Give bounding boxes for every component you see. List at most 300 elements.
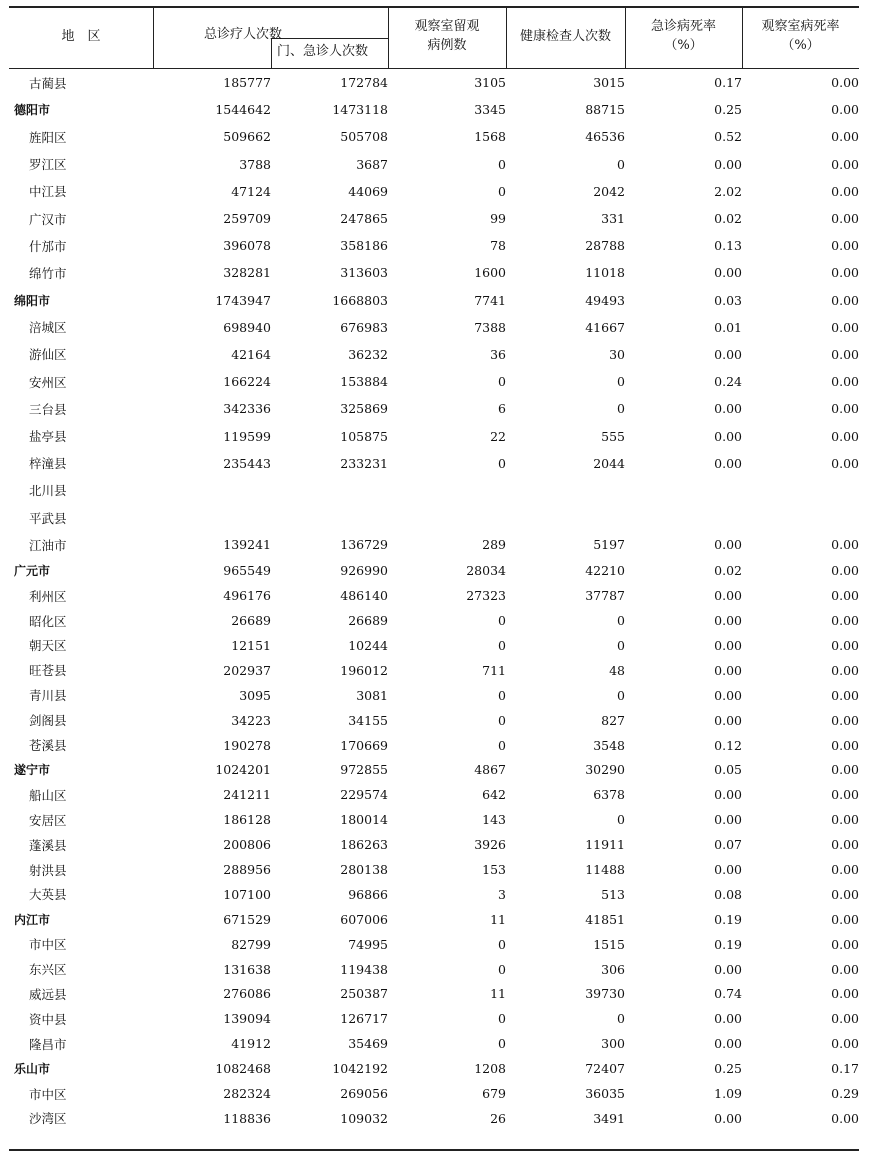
emergency-mortality-cell: 0.19 [714,936,742,952]
observation-cases-cell: 22 [490,428,506,444]
health-checkups-cell: 72407 [585,1061,625,1077]
observation-mortality-cell: 0.00 [831,292,859,308]
emergency-mortality-cell: 0.00 [714,1110,742,1126]
emergency-mortality-cell: 1.09 [714,1086,742,1102]
total-visits-cell: 139094 [223,1011,271,1027]
health-checkups-cell: 0 [617,687,625,703]
health-checkups-cell: 30 [609,346,625,362]
outpatient-emergency-cell: 180014 [340,812,388,828]
observation-cases-cell: 0 [498,156,506,172]
observation-mortality-cell: 0.00 [831,886,859,902]
observation-cases-cell: 4867 [474,762,506,778]
total-visits-cell: 698940 [223,319,271,335]
total-visits-cell: 1544642 [215,102,271,118]
observation-cases-cell: 0 [498,936,506,952]
region-name-cell: 东兴区 [29,962,67,978]
outpatient-emergency-cell: 247865 [340,211,388,227]
total-visits-cell: 496176 [223,588,271,604]
health-checkups-cell: 6378 [593,787,625,803]
total-visits-cell: 118836 [223,1110,271,1126]
region-name-cell: 朝天区 [29,638,67,654]
emergency-mortality-cell: 0.00 [714,712,742,728]
observation-mortality-cell: 0.00 [831,211,859,227]
emergency-mortality-cell: 0.01 [714,319,742,335]
emergency-mortality-cell: 0.24 [714,374,742,390]
outpatient-emergency-cell: 358186 [340,238,388,254]
table-row [9,504,859,531]
observation-cases-cell: 3 [498,886,506,902]
total-visits-cell: 139241 [223,537,271,553]
emergency-mortality-cell: 0.00 [714,156,742,172]
emergency-mortality-cell: 0.07 [714,837,742,853]
observation-cases-cell: 0 [498,961,506,977]
table-row [9,1031,859,1056]
observation-mortality-cell: 0.00 [831,687,859,703]
table-row [9,259,859,286]
observation-mortality-cell: 0.00 [831,613,859,629]
region-name-cell: 市中区 [29,1086,67,1102]
emergency-mortality-cell [625,477,742,504]
observation-cases-cell: 1568 [474,129,506,145]
observation-mortality-cell: 0.00 [831,1110,859,1126]
health-checkups-cell: 3015 [593,75,625,91]
total-visits-cell: 131638 [223,961,271,977]
city-row [9,287,859,314]
region-name-cell: 广汉市 [29,211,67,227]
total-visits-cell: 1082468 [215,1061,271,1077]
observation-mortality-cell: 0.17 [831,1061,859,1077]
outpatient-emergency-cell: 1042192 [332,1061,388,1077]
table-row [9,232,859,259]
total-visits-cell: 107100 [223,886,271,902]
health-checkups-cell: 36035 [585,1086,625,1102]
outpatient-emergency-cell: 313603 [340,265,388,281]
health-checkups-cell [506,477,625,504]
table-row [9,341,859,368]
region-name-cell: 资中县 [29,1011,67,1027]
table-row [9,205,859,232]
outpatient-emergency-cell: 229574 [340,787,388,803]
observation-mortality-cell: 0.00 [831,129,859,145]
total-visits-cell: 671529 [223,911,271,927]
total-visits-cell: 1024201 [215,762,271,778]
observation-mortality-cell: 0.00 [831,737,859,753]
region-name-cell: 威远县 [29,986,67,1002]
outpatient-emergency-cell: 325869 [340,401,388,417]
outpatient-emergency-cell: 926990 [340,563,388,579]
region-name-cell: 涪城区 [29,320,67,336]
outpatient-emergency-cell [271,504,388,531]
outpatient-emergency-cell: 505708 [340,129,388,145]
health-checkups-cell: 3491 [593,1110,625,1126]
table-row [9,1006,859,1031]
observation-mortality-cell: 0.00 [831,986,859,1002]
header-emergency-mortality-line1: 急诊病死率 [650,19,716,34]
observation-mortality-cell: 0.00 [831,712,859,728]
observation-cases-cell: 711 [482,662,506,678]
outpatient-emergency-cell: 186263 [340,837,388,853]
emergency-mortality-cell: 0.25 [714,1061,742,1077]
outpatient-emergency-cell: 44069 [348,183,388,199]
region-name-cell: 德阳市 [14,103,51,118]
observation-cases-cell: 0 [498,687,506,703]
observation-mortality-cell: 0.00 [831,936,859,952]
health-checkups-cell: 0 [617,156,625,172]
region-name-cell: 平武县 [29,510,67,526]
region-name-cell: 青川县 [29,688,67,704]
emergency-mortality-cell: 0.00 [714,537,742,553]
emergency-mortality-cell: 0.00 [714,346,742,362]
health-checkups-cell: 88715 [585,102,625,118]
observation-cases-cell: 679 [482,1086,506,1102]
outpatient-emergency-cell: 36232 [348,346,388,362]
emergency-mortality-cell: 0.00 [714,812,742,828]
outpatient-emergency-cell: 34155 [348,712,388,728]
observation-cases-cell: 1600 [474,265,506,281]
table-row [9,608,859,633]
city-row [9,907,859,932]
table-row [9,69,859,96]
observation-cases-cell: 11 [490,986,506,1002]
emergency-mortality-cell: 0.00 [714,787,742,803]
total-visits-cell: 3095 [239,687,271,703]
outpatient-emergency-cell: 10244 [348,637,388,653]
emergency-mortality-cell: 0.19 [714,911,742,927]
region-name-cell: 隆昌市 [29,1036,67,1052]
total-visits-cell: 47124 [231,183,271,199]
table-row [9,395,859,422]
outpatient-emergency-cell: 676983 [340,319,388,335]
observation-cases-cell: 36 [490,346,506,362]
observation-cases-cell: 7388 [474,319,506,335]
outpatient-emergency-cell: 3081 [356,687,388,703]
emergency-mortality-cell: 0.05 [714,762,742,778]
observation-cases-cell: 153 [482,862,506,877]
outpatient-emergency-cell: 280138 [340,862,388,877]
region-name-cell: 罗江区 [29,157,67,173]
observation-cases-cell: 28034 [466,563,506,579]
outpatient-emergency-cell: 105875 [340,428,388,444]
total-visits-cell: 1743947 [215,292,271,308]
table-row [9,531,859,558]
observation-mortality-cell: 0.00 [831,238,859,254]
observation-mortality-cell: 0.00 [831,401,859,417]
total-visits-cell: 82799 [231,936,271,952]
region-name-cell: 乐山市 [14,1062,51,1077]
emergency-mortality-cell: 0.17 [714,75,742,91]
emergency-mortality-cell: 0.00 [714,613,742,629]
observation-mortality-cell: 0.00 [831,812,859,828]
emergency-mortality-cell [625,504,742,531]
total-visits-cell: 185777 [223,75,271,91]
emergency-mortality-cell: 0.00 [714,1036,742,1052]
emergency-mortality-cell: 0.00 [714,662,742,678]
emergency-mortality-cell: 0.52 [714,129,742,145]
observation-cases-cell: 78 [490,238,506,254]
observation-cases-cell: 143 [482,812,506,828]
observation-mortality-cell: 0.00 [831,537,859,553]
health-checkups-cell: 11488 [585,862,625,877]
table-bottom-rule [9,1149,859,1151]
region-name-cell: 安居区 [29,812,67,828]
region-name-cell: 利州区 [29,588,67,604]
outpatient-emergency-cell: 126717 [340,1011,388,1027]
outpatient-emergency-cell: 172784 [340,75,388,91]
health-checkups-cell: 306 [601,961,625,977]
observation-cases-cell: 289 [482,537,506,553]
emergency-mortality-cell: 0.02 [714,563,742,579]
observation-mortality-cell: 0.00 [831,75,859,91]
table-body [9,69,859,1131]
health-checkups-cell: 0 [617,812,625,828]
total-visits-cell: 119599 [223,428,271,444]
emergency-mortality-cell: 0.00 [714,455,742,471]
observation-cases-cell: 0 [498,712,506,728]
total-visits-cell: 282324 [223,1086,271,1102]
health-checkups-cell: 1515 [593,936,625,952]
outpatient-emergency-cell: 109032 [340,1110,388,1126]
observation-mortality-cell: 0.00 [831,911,859,927]
health-checkups-cell: 5197 [593,537,625,553]
observation-cases-cell [388,477,506,504]
city-row [9,96,859,123]
total-visits-cell: 241211 [223,787,271,803]
emergency-mortality-cell: 0.00 [714,637,742,653]
header-emergency-mortality-line2: （%） [664,38,703,53]
outpatient-emergency-cell: 119438 [340,961,388,977]
observation-cases-cell: 0 [498,183,506,199]
observation-mortality-cell [742,477,859,504]
total-visits-cell: 41912 [231,1036,271,1052]
region-name-cell: 中江县 [29,184,67,200]
outpatient-emergency-cell: 35469 [348,1036,388,1052]
health-checkups-cell: 37787 [585,588,625,604]
observation-cases-cell: 1208 [474,1061,506,1077]
total-visits-cell: 190278 [223,737,271,753]
health-checkups-cell: 827 [601,712,625,728]
emergency-mortality-cell: 0.00 [714,428,742,444]
observation-cases-cell: 0 [498,613,506,629]
outpatient-emergency-cell: 607006 [340,911,388,927]
health-checkups-cell: 30290 [585,762,625,778]
observation-mortality-cell: 0.00 [831,102,859,118]
observation-cases-cell: 0 [498,1011,506,1027]
table-row [9,450,859,477]
observation-mortality-cell: 0.00 [831,637,859,653]
table-row [9,368,859,395]
health-checkups-cell: 513 [601,886,625,902]
table-row [9,832,859,857]
total-visits-cell: 288956 [223,862,271,877]
observation-mortality-cell: 0.00 [831,1036,859,1052]
header-observation-mortality-line2: （%） [781,38,820,53]
total-visits-cell [153,504,271,531]
table-row [9,982,859,1007]
region-name-cell: 船山区 [29,787,67,803]
region-name-cell: 市中区 [29,937,67,953]
outpatient-emergency-cell: 233231 [340,455,388,471]
total-visits-cell: 259709 [223,211,271,227]
table-row [9,658,859,683]
table-row [9,314,859,341]
observation-cases-cell: 3345 [474,102,506,118]
observation-mortality-cell: 0.00 [831,265,859,281]
total-visits-cell: 26689 [231,613,271,629]
health-checkups-cell: 11911 [585,837,625,853]
header-total-visits: 总诊疗人次数 [203,27,282,42]
region-name-cell: 江油市 [29,537,67,553]
header-observation-mortality-line1: 观察室病死率 [761,19,840,34]
outpatient-emergency-cell: 74995 [348,936,388,952]
observation-cases-cell: 0 [498,637,506,653]
region-name-cell: 剑阁县 [29,713,67,729]
total-visits-cell: 965549 [223,563,271,579]
emergency-mortality-cell: 0.25 [714,102,742,118]
emergency-mortality-cell: 0.02 [714,211,742,227]
observation-mortality-cell: 0.00 [831,346,859,362]
observation-cases-cell: 3105 [474,75,506,91]
observation-cases-cell: 642 [482,787,506,803]
observation-mortality-cell: 0.00 [831,762,859,778]
total-visits-cell: 3788 [239,156,271,172]
region-name-cell: 三台县 [29,401,67,417]
table-row [9,1106,859,1131]
table-row [9,733,859,758]
region-name-cell: 遂宁市 [14,763,51,778]
region-name-cell: 绵阳市 [14,293,51,308]
table-row [9,422,859,449]
region-name-cell: 广元市 [14,564,51,579]
outpatient-emergency-cell: 96866 [348,886,388,902]
observation-cases-cell [388,504,506,531]
outpatient-emergency-cell: 3687 [356,156,388,172]
region-name-cell: 昭化区 [29,613,67,629]
observation-cases-cell: 0 [498,374,506,390]
region-name-cell: 射洪县 [29,862,67,878]
observation-mortality-cell: 0.00 [831,787,859,803]
table-row [9,477,859,504]
health-checkups-cell: 42210 [585,563,625,579]
emergency-mortality-cell: 0.03 [714,292,742,308]
observation-mortality-cell: 0.00 [831,588,859,604]
observation-mortality-cell: 0.00 [831,374,859,390]
observation-mortality-cell: 0.00 [831,455,859,471]
region-name-cell: 绵竹市 [29,265,67,281]
total-visits-cell: 509662 [223,129,271,145]
observation-cases-cell: 7741 [474,292,506,308]
outpatient-emergency-cell: 170669 [340,737,388,753]
region-name-cell: 沙湾区 [29,1111,67,1127]
total-visits-cell: 396078 [223,238,271,254]
health-checkups-cell: 555 [601,428,625,444]
emergency-mortality-cell: 0.00 [714,687,742,703]
observation-cases-cell: 0 [498,455,506,471]
emergency-mortality-cell: 2.02 [714,183,742,199]
observation-cases-cell: 99 [490,211,506,227]
total-visits-cell: 202937 [223,662,271,678]
total-visits-cell: 342336 [223,401,271,417]
observation-mortality-cell: 0.00 [831,961,859,977]
emergency-mortality-cell: 0.00 [714,1011,742,1027]
total-visits-cell: 42164 [231,346,271,362]
city-row [9,758,859,783]
emergency-mortality-cell: 0.08 [714,886,742,902]
table-row [9,957,859,982]
region-name-cell: 北川县 [29,483,67,499]
region-name-cell: 游仙区 [29,347,67,363]
total-visits-cell: 12151 [231,637,271,653]
table-row [9,782,859,807]
region-name-cell: 什邡市 [29,238,67,254]
outpatient-emergency-cell: 1473118 [332,102,388,118]
observation-mortality-cell: 0.00 [831,862,859,877]
observation-cases-cell: 26 [490,1110,506,1126]
table-top-rule [9,6,859,8]
emergency-mortality-cell: 0.00 [714,588,742,604]
emergency-mortality-cell: 0.00 [714,265,742,281]
health-checkups-cell: 3548 [593,737,625,753]
region-name-cell: 旺苍县 [29,663,67,679]
observation-mortality-cell: 0.00 [831,428,859,444]
outpatient-emergency-cell [271,477,388,504]
city-row [9,1056,859,1081]
table-row [9,1081,859,1106]
observation-cases-cell: 3926 [474,837,506,853]
table-row [9,583,859,608]
header-health-checkups: 健康检查人次数 [519,29,611,44]
table-row [9,123,859,150]
health-checkups-cell: 28788 [585,238,625,254]
header-observation-cases-line2: 病例数 [427,38,467,53]
outpatient-emergency-cell: 250387 [340,986,388,1002]
total-visits-cell: 328281 [223,265,271,281]
region-name-cell: 古蔺县 [29,75,67,91]
health-checkups-cell: 0 [617,613,625,629]
region-name-cell: 大英县 [29,887,67,903]
total-visits-cell: 166224 [223,374,271,390]
city-row [9,558,859,583]
observation-mortality-cell: 0.00 [831,156,859,172]
health-checkups-cell: 0 [617,1011,625,1027]
region-name-cell: 蓬溪县 [29,837,67,853]
emergency-mortality-cell: 0.00 [714,401,742,417]
table-row [9,151,859,178]
table-row [9,178,859,205]
emergency-mortality-cell: 0.12 [714,737,742,753]
region-name-cell: 内江市 [14,912,51,927]
table-row [9,857,859,882]
total-visits-cell: 276086 [223,986,271,1002]
health-checkups-cell: 0 [617,637,625,653]
health-checkups-cell: 41667 [585,319,625,335]
emergency-mortality-cell: 0.00 [714,961,742,977]
observation-mortality-cell: 0.00 [831,563,859,579]
emergency-mortality-cell: 0.00 [714,862,742,877]
total-visits-cell: 34223 [231,712,271,728]
total-visits-cell: 186128 [223,812,271,828]
region-name-cell: 盐亭县 [29,429,67,445]
outpatient-emergency-cell: 136729 [340,537,388,553]
outpatient-emergency-cell: 972855 [340,762,388,778]
observation-mortality-cell: 0.00 [831,662,859,678]
health-checkups-cell: 41851 [585,911,625,927]
observation-mortality-cell: 0.00 [831,1011,859,1027]
observation-mortality-cell: 0.29 [831,1086,859,1102]
observation-cases-cell: 11 [490,911,506,927]
health-checkups-cell: 0 [617,401,625,417]
data-table [9,69,859,1131]
outpatient-emergency-cell: 153884 [340,374,388,390]
